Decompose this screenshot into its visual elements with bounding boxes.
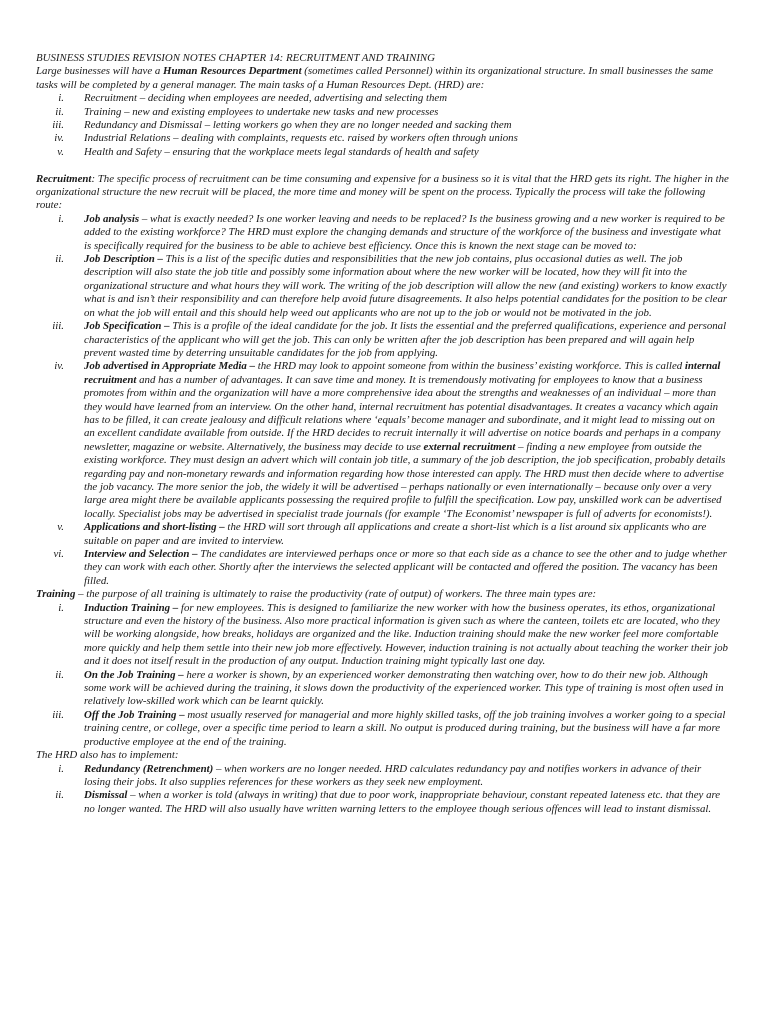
intro-paragraph <box>36 65 734 92</box>
list-item: vi. Interview and Selection – The candidates are interviewed perhaps once or more so that each side as a chance to see the other and to judge whether they can work with each other. Shortly after the interviews the selected applicant will be contacted and offered the position. The vacancy has been filled. <box>53 548 727 587</box>
list-item: iii. Redundancy and Dismissal – letting workers go when they are no longer needed and sacking them <box>52 119 512 132</box>
list-item: iv. Job advertised in Appropriate Media – the HRD may look to appoint someone from within the business’ existing workforce. This is called internal recruitment and has a number of advantages. It can save time and money. It is tremendously motivating for employees to know that a business promotes from within and the organization will have a more comprehensive idea about the strengths and weaknesses of an individual – more than they would have learned from an interview. On the other hand, internal recruitment has potential disadvantages. It creates a vacancy which again has to be filled, it can create jealousy and difficult relations where ‘equals’ become manager and subordinate, and it might lead to missing out on an excellent candidate available from outside. If the HRD decides to recruit internally it will advertise on notice boards and perhaps in a company newsletter, magazine or website. Alternatively, the business may decide to use external recruitment – finding a new employee from outside the existing workforce. They must design an advert which will contain job title, a summary of the job description, the job specification, probably details regarding pay and non-monetary rewards and information regarding how those interested can apply. The HRD must then decide where to advertise the job vacancy. The more senior the job, the widely it will be advertised – perhaps nationally or even internationally – because only over a very large area might there be available applicants possessing the required profile to fulfill the specification. Low pay, unskilled work can be advertised locally. Specialist jobs may be advertised in specialist trade journals (for example ‘The Economist’ newspaper is full of adverts for economists!). <box>54 360 726 520</box>
recruitment-paragraph: Recruitment: The specific process of recruitment can be time consuming and expensive for a business so it is vital that the HRD gets its right. The higher in the organizational structure the new recruit will be placed, the more time and money will be spent on the process. Typically the process will take the following route: <box>36 172 729 212</box>
list-item: ii. Job Description – This is a list of the specific duties and responsibilities that the new job contains, plus occasional duties as well. The job description will also state the job title and possibly some information about where the new worker will be located, how they will fit into the organizational structure and what hours they will work. The writing of the job description will allow the new (and existing) workers to know exactly what is and isn’t their responsibility and can therefore help avoid future disagreements. It also helps potential candidates for the position to be clear on what the job will entail and this should help weed out applicants who are not up to the job or would not be motivated in the job. <box>55 253 728 319</box>
list-item: i. Recruitment – deciding when employees are needed, advertising and selecting them <box>58 92 448 105</box>
intro-text-pre: Large businesses will have a <box>36 65 164 78</box>
hrd-paragraph: The HRD also has to implement: <box>36 749 179 762</box>
list-item: i. Job analysis – what is exactly needed? Is one worker leaving and needs to be replaced? Is the business growing and a new worker is required to be added to the existing workforce? The HRD must explore the changing demands and structure of the workforce of the business and investigate what is specifically required for the business to be able to achieve best efficiency. Once this is known the next stage can be moved to: <box>58 212 725 252</box>
list-item: v. Applications and short-listing – the HRD will sort through all applications and create a short-list which is a list around six applicants who are suitable on paper and are invited to interview. <box>57 521 707 547</box>
document-title: BUSINESS STUDIES REVISION NOTES CHAPTER 14: RECRUITMENT AND TRAINING <box>36 52 435 64</box>
intro-text-post: (sometimes called Personnel) within its organizational structure. In small businesses the same tasks will be completed by a general manager. The main tasks of a Human Resources Dept. (HRD) are: <box>36 65 714 91</box>
training-paragraph: Training – the purpose of all training is ultimately to raise the productivity (rate of output) of workers. The three main types are: <box>36 588 597 601</box>
list-item: iii. Off the Job Training – most usually reserved for managerial and more highly skilled tasks, off the job training involves a worker going to a special training centre, or college, over a specific time period to learn a skill. No output is produced during training, but the business will have a far more productive employee at the end of the training. <box>52 708 726 748</box>
recruitment-term: Recruitment <box>36 172 92 185</box>
list-item: v. Health and Safety – ensuring that the workplace meets legal standards of health and safety <box>57 145 479 158</box>
spacer <box>36 159 734 172</box>
list-item: iv. Industrial Relations – dealing with complaints, requests etc. raised by workers often through unions <box>54 132 518 145</box>
training-term: Training <box>36 588 76 601</box>
list-item: ii. Dismissal – when a worker is told (always in writing) that due to poor work, inappropriate behaviour, constant repeated lateness etc. that they are no longer wanted. The HRD will also usually have written warning letters to the employee though serious offences will lead to instant dismissal. <box>55 789 721 815</box>
training-types-list <box>36 602 734 749</box>
list-item: ii. Training – new and existing employees to undertake new tasks and new processes <box>55 105 439 118</box>
hrd-implement-list <box>36 763 734 817</box>
hrd-tasks-list <box>36 92 734 159</box>
list-item: iii. Job Specification – This is a profile of the ideal candidate for the job. It lists the essential and the preferred qualifications, experience and personal characteristics of the applicant who will get the job. This can only be written after the job description has been prepared and will again help prevent wasted time by deterring unsuitable candidates for the job from applying. <box>52 320 727 359</box>
document-page <box>36 52 734 816</box>
list-item: i. Induction Training – for new employees. This is designed to familiarize the new worker with how the business operates, its ethos, organizational structure and even the history of the business. Also more practical information is given such as where the canteen, toilets etc are located, who they will be working alongside, how breaks, holidays are organized and the like. Induction training should make the new worker feel more comfortable more quickly and help them settle into their new job more effectively. However, induction training is not actually about teaching the worker their job and it does not itself result in the production of any output. Induction training might typically last one day. <box>58 601 728 668</box>
recruitment-steps-list <box>36 213 734 588</box>
intro-term: Human Resources Department <box>163 65 302 78</box>
list-item: ii. On the Job Training – here a worker is shown, by an experienced worker demonstrating then watching over, how to do their new job. Although some work will be achieved during the training, it slows down the productivity of the experienced worker. This type of training is most often used in relatively low-skilled work which can be learnt quickly. <box>55 668 724 708</box>
list-item: i. Redundancy (Retrenchment) – when workers are no longer needed. HRD calculates redundancy pay and notifies workers in advance of their losing their jobs. It also supplies references for these workers as they seek new employment. <box>58 762 702 788</box>
